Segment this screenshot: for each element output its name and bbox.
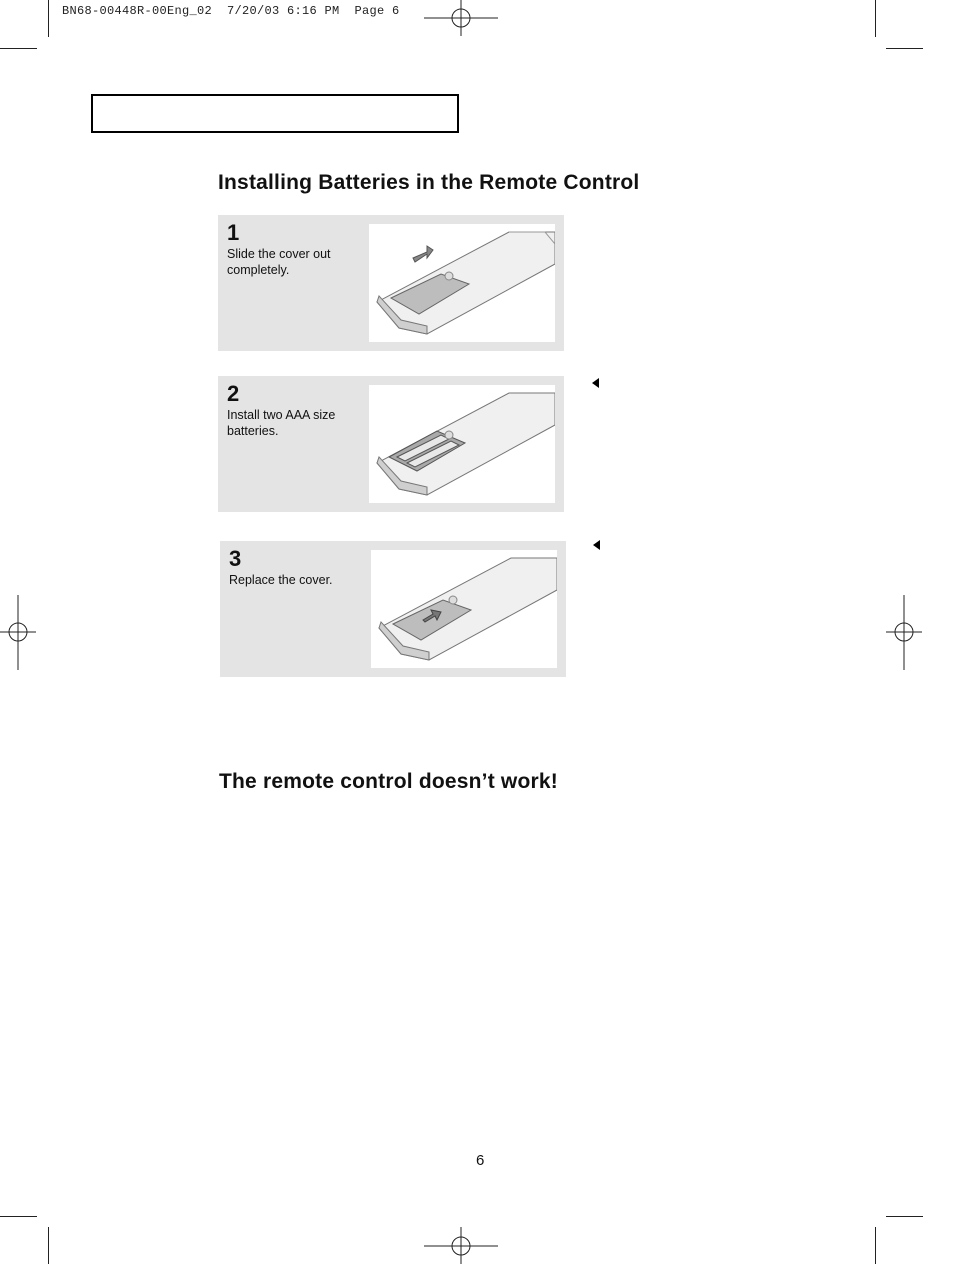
remote-slide-cover-illustration [369,224,555,342]
step-number: 1 [227,220,240,245]
step-3-panel [220,541,566,677]
step-number: 2 [227,381,240,406]
trouble-title: The remote control doesn’t work! [219,770,558,793]
remote-batteries-illustration [369,385,555,503]
step-1-panel [218,215,564,351]
step-text: Slide the cover out completely. [227,247,331,277]
page-number: 6 [476,1152,485,1169]
chapter-title-box [91,94,459,133]
print-slug: BN68-00448R-00Eng_02 7/20/03 6:16 PM Page 6 [62,4,400,18]
pointer-arrow-icon [592,378,599,388]
section-title: Installing Batteries in the Remote Control [218,171,640,194]
pointer-arrow-icon [593,540,600,550]
step-text: Replace the cover. [229,573,333,587]
remote-replace-cover-illustration [371,550,557,668]
step-2-panel [218,376,564,512]
step-text: Install two AAA size batteries. [227,408,336,438]
step-number: 3 [229,546,242,571]
